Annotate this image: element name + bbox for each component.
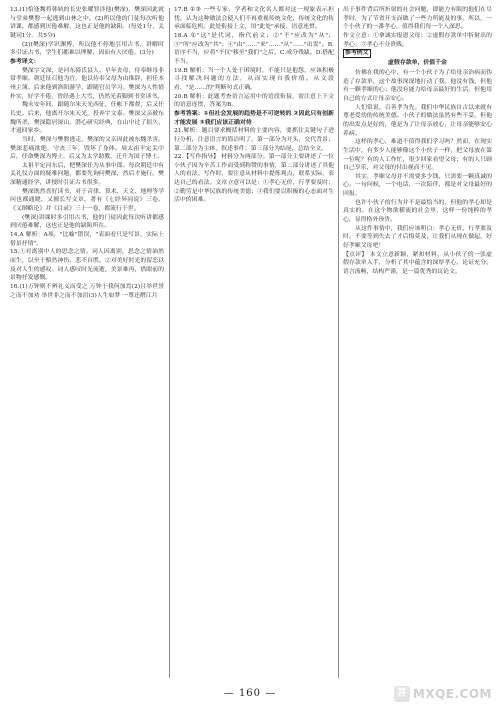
reference-answer: 参考答案：①但社会发展的趋势是不可逆转的 ②因此只有创新才能发展 ③我们应该正确对待	[174, 110, 334, 126]
writing-guide-continued: 出于事件背后所折射的社会问题，即能力有限的他们在尽孝时，为了节省开支而做了一些力所能及的事。所以，一个小伙子的一番孝心，值得我们每一个人深思。	[343, 7, 492, 31]
answer-16: 16.(1)万钟则不辨礼义而受之 万钟于我何加焉(2)且举世誉之而不加劝 举世非之而不加沮(3)人生如梦 一尊还酹江月	[10, 284, 164, 299]
answer-15: 15.①对离别中人的思念之情。词人因离别，思念之情油然而生，以至于黯然神伤、悲不自胜。②对美好时光的留恋以及对人生的感叹。词人感叹时光流逝，美景难再，借眼前的景物抒发感慨。	[10, 249, 164, 282]
column-divider	[169, 8, 170, 678]
translation-paragraph: 樊深既然喜好读书，对于音律、算术、天文、地理等学问也都通晓，又擅长写文章，著有《七经异同说》三卷、《义纲略论》并《目录》三十一卷，都流行于世。	[10, 188, 164, 213]
answer-17: 17.B ①③ 一些专家、学者和文化名人都对这一现象表示担忧，认为这种做法会使人们不再重视传统文化，传统文化的传承面临危机。此处衔接上文，用"此处"承接，语意连贯。	[174, 7, 334, 31]
essay-title: 虚假存款单，价值千金	[388, 59, 447, 67]
watermark-text: MXQE.COM	[412, 687, 492, 701]
essay-comment: 【点评】 本文立意新颖，紧扣材料，从小伙子的一张虚假存款单入手，分析了其中蕴含的深厚孝心，论证充分，语言流畅，结构严谨，是一篇优秀的议论文。	[343, 251, 492, 276]
left-column	[10, 6, 164, 682]
essay-paragraph: 其实，孝顺父母并不需要多少钱，只需要一颗真诚的心。一句问候，一个电话，一次陪伴，都是对父母最好的回报。	[343, 173, 492, 198]
answer-19: 19.B 解析：当一个人处于困境时，不能只是抱怨，应该积极寻找解决问题的方法，从而实现自我价值。从文段看，"是……的"判断句式正确。	[174, 67, 334, 91]
translation-paragraph: 魏永安年间，跟随尔朱天光西征，任帐下都督，后又任长史。后来，他离开尔朱天光，投奔宇文泰。樊深父亲被东魏所杀，樊深隐居深山，潜心研究经典，在山中过了很久，才返回家乡。	[10, 102, 164, 135]
essay-paragraph: 人们常说，百善孝为先。我们中华民族自古以来就有尊老爱幼的传统美德。小伙子的做法虽然有些不妥，但他的出发点是好的，他是为了让母亲放心，让母亲能够安心养病。	[343, 104, 492, 137]
column-divider	[338, 8, 339, 678]
essay-paragraph: 也许小伙子的行为并不是最恰当的，但他的孝心却是真实的。在这个物欲横流的社会里，这样一份纯粹的孝心，显得格外珍贵。	[343, 199, 492, 224]
reference-translation-heading: 参考译文：	[10, 58, 40, 65]
page-number: — 160 —	[223, 688, 277, 699]
watermark-logo	[388, 684, 492, 704]
sample-essay-label	[343, 49, 492, 58]
answer-14: 14.A 解析：A项，"比喻"错误，"表面看只是写景，实际上借景抒情"。	[10, 232, 164, 247]
translation-paragraph: 樊深字文深，是河东猗氏县人。早年丧母，侍奉继母非常孝顺。朝廷征召他为官，他以侍奉父母为由推辞，担任本州主簿。后来他到洛阳游学，跟随官员学习。樊深为人性情朴实，好学不倦，曾经遇上大雪，仍然光着脚到书堂读书。	[10, 67, 164, 100]
answer-21: 21.解析：题目要求概括材料的主要内容，要抓住关键句子进行分析，注意语言的简洁明了。第一部分为开头，交代背景；第二部分为主体，叙述事件；第三部分为结尾，总结全文。	[174, 128, 334, 152]
answer-page	[10, 6, 492, 682]
answer-20: 20.B 解析：此题考查语言运用中的语段衔接，需注意上下文的语意连贯，答案为B。	[174, 93, 334, 109]
answer-13-part-2: (2)(樊深)学识渊博，所以他不停地引用古书，讲解时多引证古书，学生们都难以理解，因而有人厌倦。(3分)	[10, 41, 164, 57]
right-column	[343, 6, 492, 682]
essay-paragraph: 从这件事情中，我们应该明白：孝心无价，行孝要及时。不要等到失去了才后悔莫及，让我们从现在做起，好好孝顺父母吧！	[343, 225, 492, 250]
translation-paragraph: (樊深)讲课时多引用古书，他的门徒因此每次听讲都感到厌倦难解，这也正是他的缺陷所在。	[10, 214, 164, 230]
translation-paragraph: 太祖平定河东后，把樊深任为从事中郎。每次朝廷中有关礼仪方面的疑难问题，都要先询问樊深，然后才施行。樊深精通经学，讲授时引证古书很多。	[10, 162, 164, 187]
essay-theme: 作文立意：①拿诚实报恩父母；②虚假存款单中折射出的孝心；③孝心不分贵贱。	[343, 32, 492, 48]
sample-essay-badge: 参考例文	[345, 50, 369, 57]
answer-13: 13.(1)恰逢魏将韩轨的长史张曜罪涉他(樊深)，樊深因此就与堂弟樊磐一起逃到山林之中。(2)所以他的门徒每次听他讲课，都感到厌倦难解，这也正是他的缺陷。(每处1分，关键词1分。共5分)	[10, 7, 164, 39]
answer-22-writing-guide: 22.【写作指导】 材料分为两部分。第一部分主要讲述了一位小伙子因为辛苦工作而受到称赞的事情，第二部分讲述了其他人的看法。写作时，要注意从材料中提炼观点，联系实际，表达自己的看法。文章立意可以是：①孝心无价，行孝要及时；②勤劳是中华民族的传统美德；③我们要以积极的心态面对生活中的困难。	[174, 154, 334, 204]
middle-column	[174, 6, 334, 682]
answer-18: 18.A ①"这"是代词，指代前文；②"不"应改为"从"；③"所"应改为"其"；④"由"……"来"……"从"……"出发"。B.语序不当，应将"不仅"移至"我们"之后。C.成分残缺。D.搭配不当。	[174, 32, 334, 65]
watermark-badge-icon: 答	[394, 686, 410, 702]
essay-paragraph: 仿佛在我的心中，有一个小伙子为了给母亲治病而伪造了存款单，这个故事深深地打动了我。他没有钱，但他有一颗孝顺的心；他没有能力给母亲最好的生活，但他用自己的方式让母亲安心。	[343, 69, 492, 102]
translation-paragraph: 当时，樊深与樊磐逃走，樊深的父亲因此被东魏杀害。樊深悲痛欲绝，守丧三年，毁坏了身体。周太祖平定关中后，任命樊深为博士，后又为太学助教，迁升为国子博士。	[10, 136, 164, 161]
essay-paragraph: 这样的孝心，难道不值得我们学习吗？然而，在现实生活中，有多少人能够像这个小伙子一样，把父母放在第一位呢？有的人工作忙，很少回家看望父母；有的人只顾自己享乐，对父母的付出视而不见。	[343, 139, 492, 172]
